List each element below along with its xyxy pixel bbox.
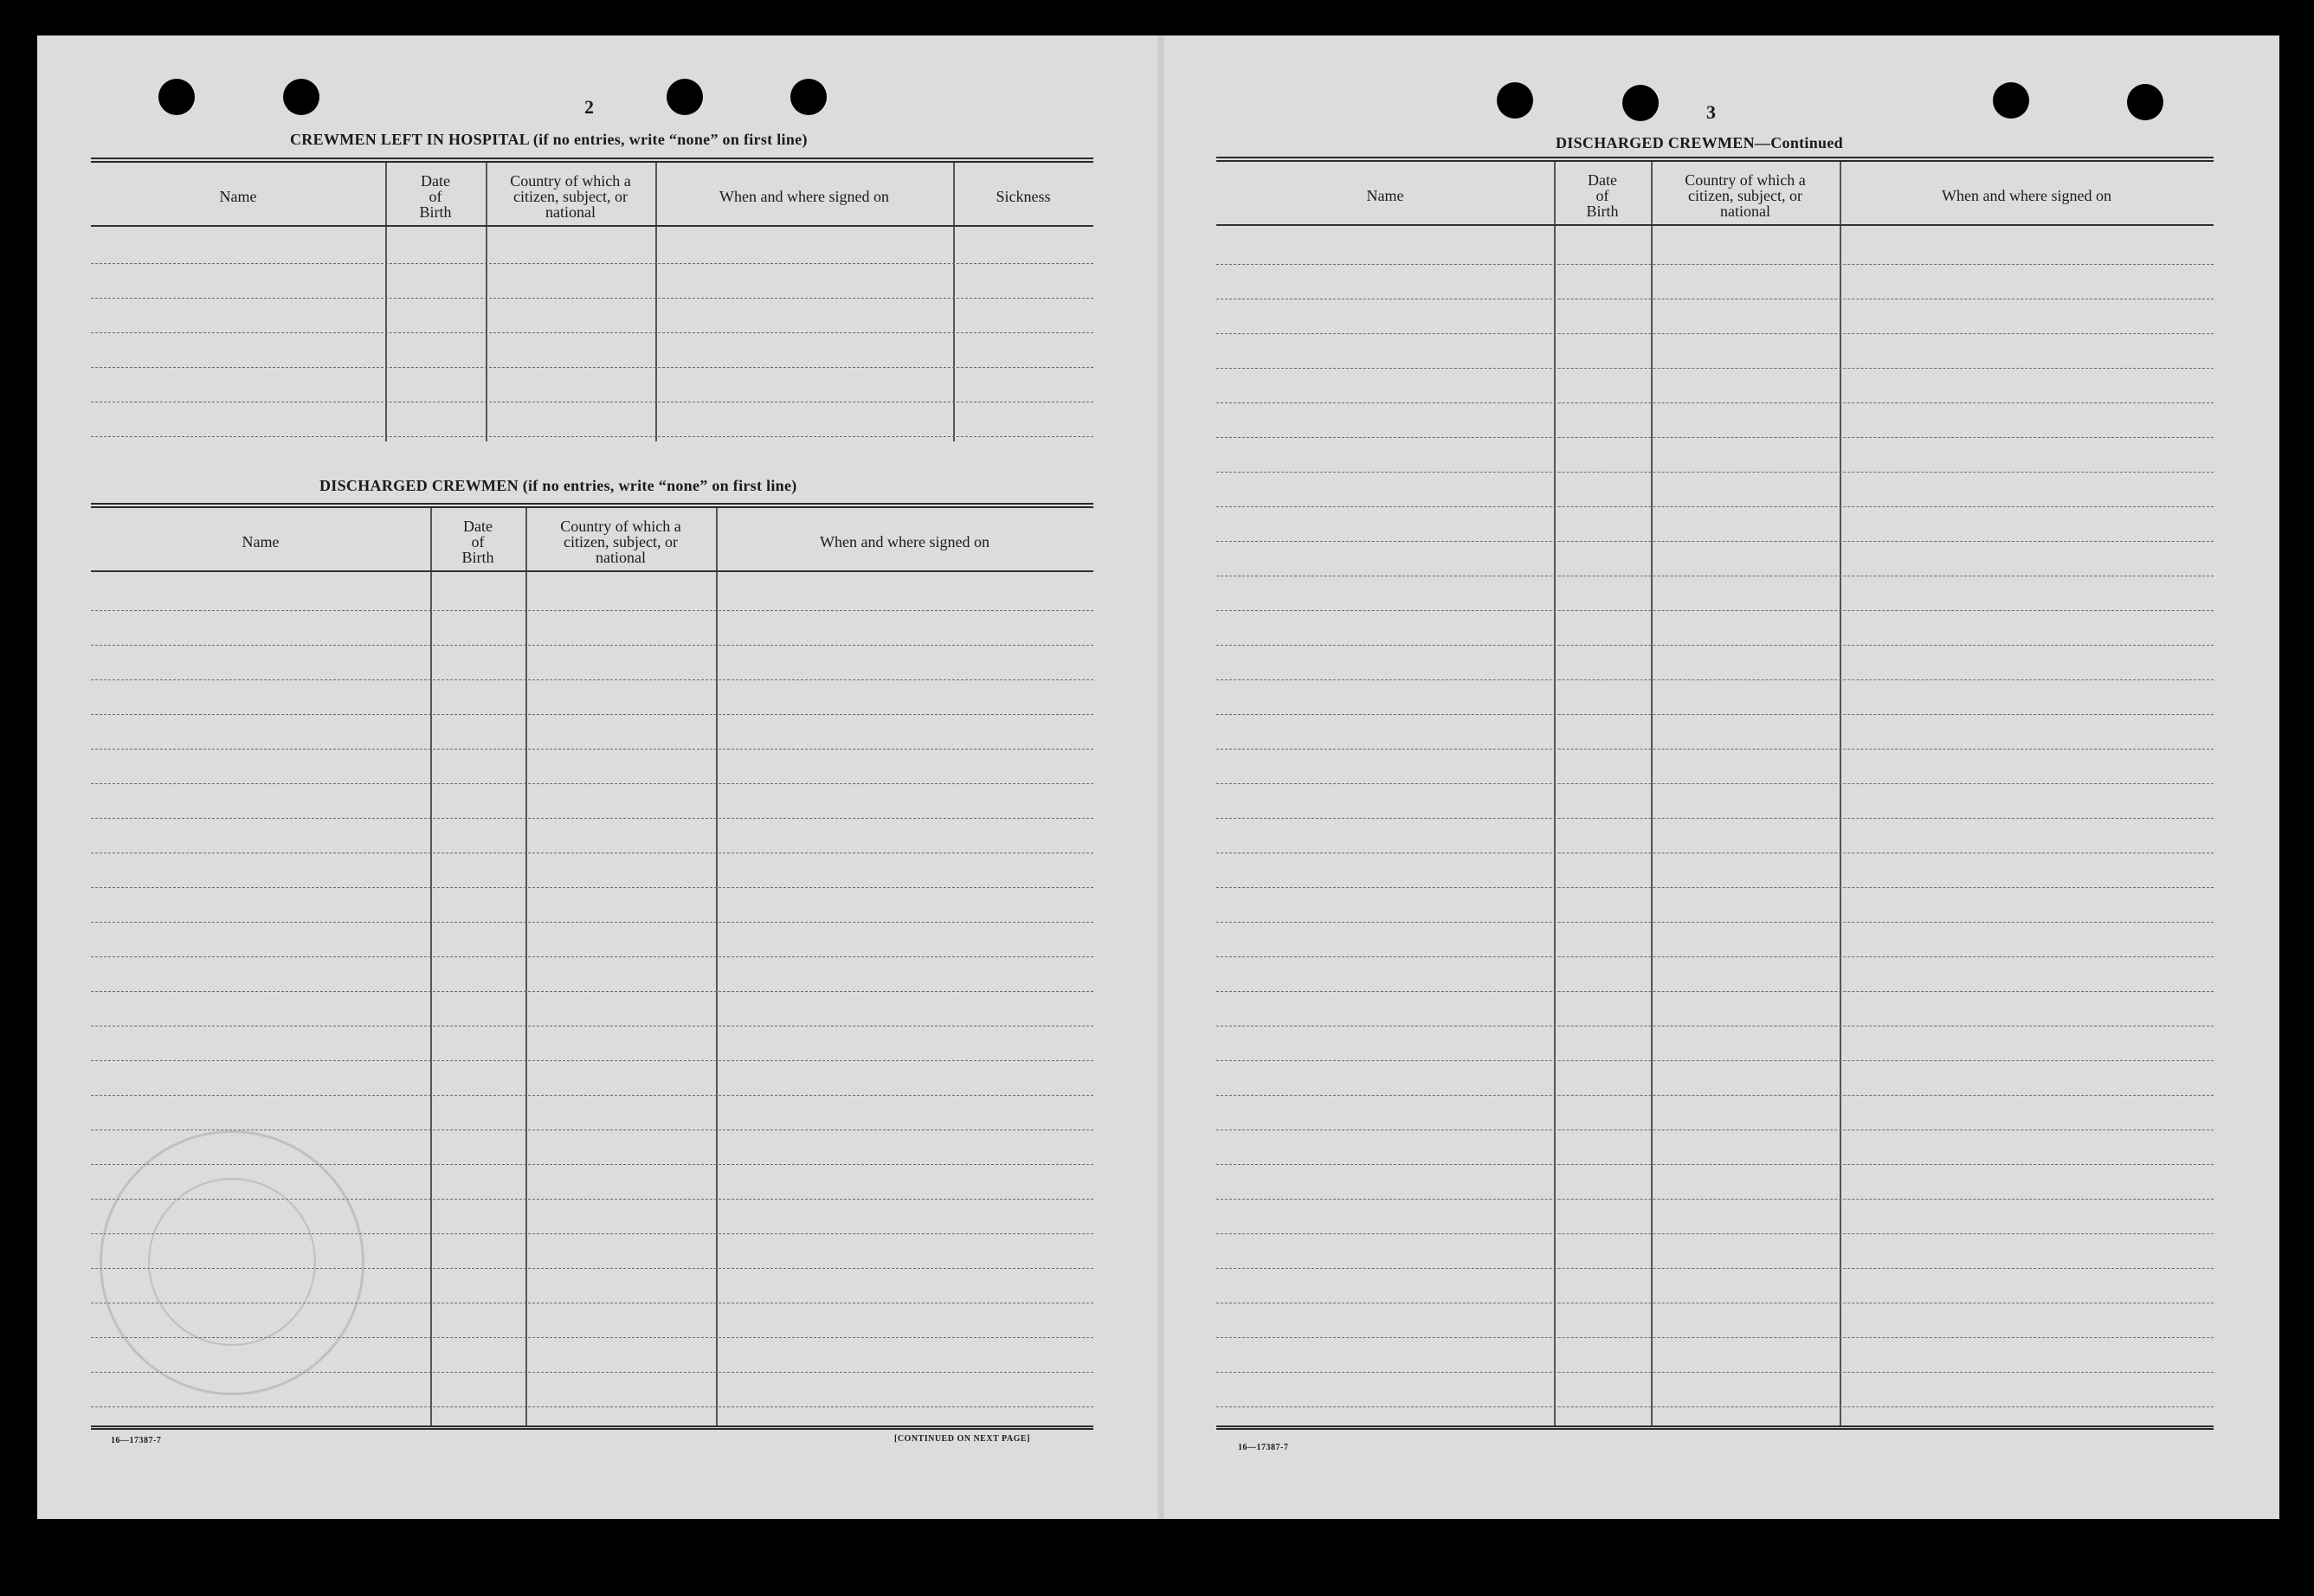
entry-line <box>1216 1406 2214 1407</box>
entry-line <box>91 679 1093 680</box>
header-divider <box>1216 224 2214 226</box>
page-number-right: 3 <box>1706 101 1716 123</box>
form-sheet <box>37 35 2279 1519</box>
column-divider <box>525 508 527 1427</box>
entry-line <box>1216 437 2214 438</box>
column-divider <box>953 163 955 441</box>
discharged-section-title: DISCHARGED CREWMEN (if no entries, write “none” on first line) <box>319 477 797 494</box>
column-header-country: Country of which a citizen, subject, or national <box>560 518 681 566</box>
entry-line <box>91 332 1093 333</box>
entry-line <box>1216 506 2214 507</box>
entry-line <box>1216 1164 2214 1165</box>
header-divider <box>91 225 1093 227</box>
entry-line <box>91 783 1093 784</box>
column-header-sickness: Sickness <box>996 188 1051 205</box>
entry-line <box>1216 956 2214 957</box>
discharged-continued-table <box>1216 162 2214 1427</box>
form-number-right: 16—17387-7 <box>1238 1443 1289 1452</box>
page-number-left: 2 <box>584 96 594 118</box>
hospital-table <box>91 163 1093 441</box>
entry-line <box>91 818 1093 819</box>
entry-line <box>91 645 1093 646</box>
entry-line <box>91 922 1093 923</box>
column-header-signed-on: When and where signed on <box>719 188 889 205</box>
binder-hole <box>1497 82 1533 119</box>
entry-line <box>91 749 1093 750</box>
column-divider <box>655 163 657 441</box>
entry-line <box>1216 887 2214 888</box>
entry-line <box>1216 1199 2214 1200</box>
entry-line <box>91 1406 1093 1407</box>
continued-table-bottom-rule <box>1216 1425 2214 1430</box>
entry-line <box>91 436 1093 437</box>
column-header-name: Name <box>1366 187 1404 204</box>
entry-line <box>1216 991 2214 992</box>
header-divider <box>91 570 1093 572</box>
entry-line <box>1216 783 2214 784</box>
discharged-table-bottom-rule <box>91 1425 1093 1430</box>
entry-line <box>91 298 1093 299</box>
entry-line <box>1216 679 2214 680</box>
column-header-date-of-birth: Date of Birth <box>419 172 452 221</box>
entry-line <box>1216 1129 2214 1130</box>
binder-hole <box>790 79 827 115</box>
column-divider <box>716 508 718 1427</box>
entry-line <box>91 1095 1093 1096</box>
binder-hole <box>158 79 195 115</box>
column-divider <box>1554 162 1556 1427</box>
entry-line <box>1216 610 2214 611</box>
entry-line <box>1216 368 2214 369</box>
column-header-name: Name <box>242 533 280 550</box>
entry-line <box>91 263 1093 264</box>
page-fold <box>1157 35 1164 1519</box>
entry-line <box>91 610 1093 611</box>
discharged-continued-title: DISCHARGED CREWMEN—Continued <box>1556 134 1843 151</box>
entry-line <box>1216 1233 2214 1234</box>
stamp-impression-inner <box>148 1178 316 1346</box>
entry-line <box>1216 541 2214 542</box>
binder-hole <box>283 79 319 115</box>
hospital-section-title: CREWMEN LEFT IN HOSPITAL (if no entries, write “none” on first line) <box>290 131 808 148</box>
column-header-signed-on: When and where signed on <box>820 533 989 550</box>
continued-note: [CONTINUED ON NEXT PAGE] <box>894 1434 1030 1444</box>
entry-line <box>1216 749 2214 750</box>
entry-line <box>91 887 1093 888</box>
entry-line <box>1216 1372 2214 1373</box>
entry-line <box>1216 264 2214 265</box>
binder-hole <box>1993 82 2029 119</box>
entry-line <box>1216 818 2214 819</box>
column-divider <box>1651 162 1653 1427</box>
entry-line <box>1216 922 2214 923</box>
binder-hole <box>667 79 703 115</box>
entry-line <box>1216 1337 2214 1338</box>
entry-line <box>1216 1095 2214 1096</box>
entry-line <box>1216 1268 2214 1269</box>
binder-hole <box>2127 84 2163 120</box>
entry-line <box>91 991 1093 992</box>
entry-line <box>1216 333 2214 334</box>
column-divider <box>1840 162 1841 1427</box>
entry-line <box>91 367 1093 368</box>
entry-line <box>1216 1060 2214 1061</box>
entry-line <box>91 1060 1093 1061</box>
column-header-signed-on: When and where signed on <box>1942 187 2111 204</box>
entry-line <box>1216 472 2214 473</box>
form-number-left: 16—17387-7 <box>111 1436 162 1445</box>
entry-line <box>91 714 1093 715</box>
entry-line <box>1216 402 2214 403</box>
binder-hole <box>1622 85 1659 121</box>
column-divider <box>430 508 432 1427</box>
entry-line <box>1216 714 2214 715</box>
column-header-date-of-birth: Date of Birth <box>1586 171 1619 220</box>
column-header-name: Name <box>219 188 257 205</box>
column-header-date-of-birth: Date of Birth <box>461 518 494 566</box>
entry-line <box>1216 645 2214 646</box>
column-header-country: Country of which a citizen, subject, or national <box>1685 171 1806 220</box>
entry-line <box>91 956 1093 957</box>
column-header-country: Country of which a citizen, subject, or national <box>510 172 631 221</box>
